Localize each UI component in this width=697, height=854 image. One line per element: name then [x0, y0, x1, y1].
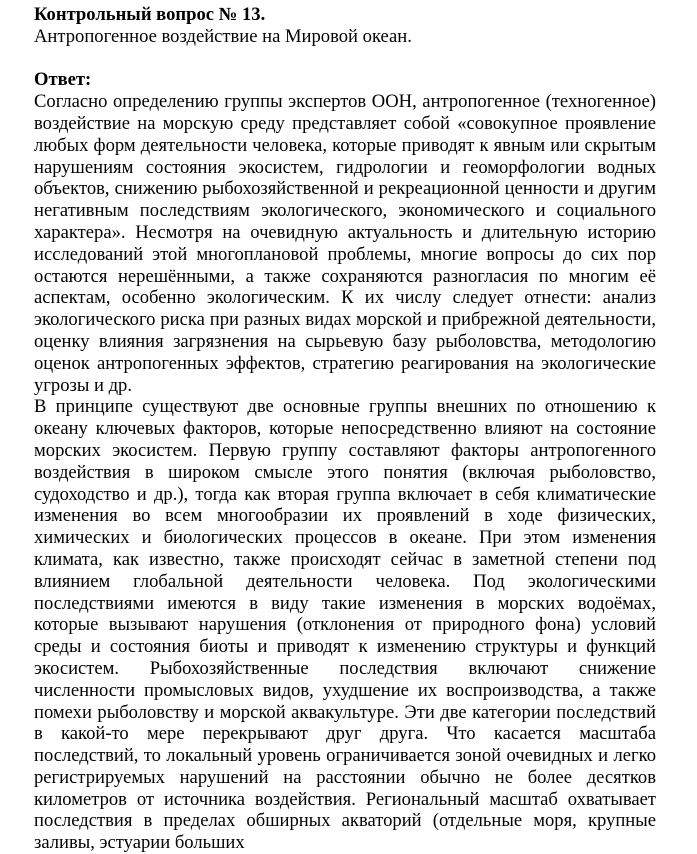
answer-paragraph-2: В принципе существуют две основные группы внешних по отношению к океану ключевых факторов, которые непосредственно влияют на состояние морских экосистем. Первую группу составляют факторы антропогенного воздействия в широком смысле этого понятия (включая рыболовство, судоходство и др.), тогда как вторая группа включает в себя климатические изменения во всем многообразии их проявлений в ходе физических, химических и биологических процессов в океане. При этом изменения климата, как известно, также происходят сейчас в заметной степени под влиянием глобальной деятельности человека. Под экологическими последствиями имеются в виду такие изменения в морских водоёмах, которые вызывают нарушения (отклонения от природного фона) условий среды и состояния биоты и приводят к изменению структуры и функций экосистем. Рыбохозяйственные последствия включают снижение численности промысловых видов, ухудшение их воспроизводства, а также помехи рыболовству и морской аквакультуре. Эти две категории последствий в какой-то мере перекрывают друг друга. Что касается масштаба последствий, то локальный уровень ограничивается зоной очевидных и легко регистрируемых нарушений на расстоянии обычно не более десятков километров от источника воздействия. Региональный масштаб охватывает последствия в пределах обширных акваторий (отдельные моря, крупные заливы, эстуарии больших: [34, 396, 656, 854]
answer-label: Ответ:: [34, 69, 92, 91]
blank-line: [34, 48, 656, 70]
question-title: Контрольный вопрос № 13.: [34, 4, 266, 25]
question-topic: Антропогенное воздействие на Мировой океан.: [34, 25, 412, 47]
answer-paragraph-1: Согласно определению группы экспертов ООН, антропогенное (техногенное) воздействие на морскую среду представляет собой «совокупное проявление любых форм деятельности человека, которые приводят к явным или скрытым нарушениям состояния экосистем, гидрологии и геоморфологии водных объектов, снижению рыбохозяйственной и рекреационной ценности и другим негативным последствиям экологического, экономического и социального характера». Несмотря на очевидную актуальность и длительную историю исследований этой многоплановой проблемы, многие вопросы до сих пор остаются нерешёнными, а также сохраняются разногласия по многим её аспектам, особенно экологическим. К их числу следует отнести: анализ экологического риска при разных видах морской и прибрежной деятельности, оценку влияния загрязнения на сырьевую базу рыболовства, методологию оценок антропогенных эффектов, стратегию реагирования на экологические угрозы и др.: [34, 91, 656, 396]
